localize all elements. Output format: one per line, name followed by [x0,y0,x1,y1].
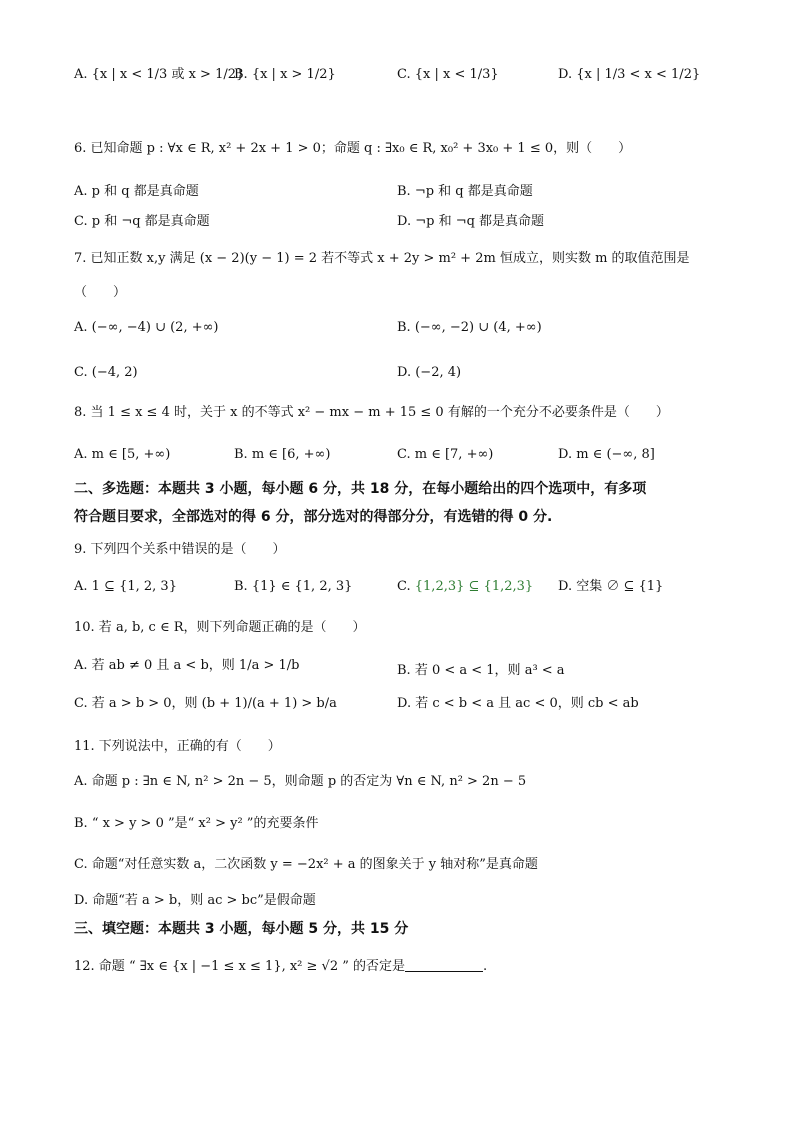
q7-option-c: C. (−4, 2) [74,365,138,380]
q8-option-c: C. m ∈ [7, +∞) [397,447,494,462]
q6-option-b: B. ¬p 和 q 都是真命题 [397,184,533,199]
q9-option-a: A. 1 ⊆ {1, 2, 3} [74,579,177,594]
section-2-heading-cont: 符合题目要求，全部选对的得 6 分，部分选对的得部分分，有选错的得 0 分. [74,509,553,525]
q12 [74,957,487,976]
q11-stem: 11. 下列说法中，正确的有（ ） [74,739,281,754]
q10-option-a: A. 若 ab ≠ 0 且 a < b，则 1/a > 1/b [74,658,300,673]
q11-option-c: C. 命题“对任意实数 a，二次函数 y = −2x² + a 的图象关于 y 轴对称”是真命题 [74,857,538,872]
section-3-heading: 三、填空题：本题共 3 小题，每小题 5 分，共 15 分 [74,921,409,937]
q12-end: . [483,959,488,974]
q5-option-a: A. {x | x < 1/3 或 x > 1/2} [74,67,245,82]
q10-option-d: D. 若 c < b < a 且 ac < 0，则 cb < ab [397,696,639,711]
q8-stem: 8. 当 1 ≤ x ≤ 4 时，关于 x 的不等式 x² − mx − m + 15 ≤ 0 有解的一个充分不必要条件是（ ） [74,405,669,420]
q6-option-c: C. p 和 ¬q 都是真命题 [74,214,210,229]
q7-option-a: A. (−∞, −4) ∪ (2, +∞) [74,320,219,335]
q9-option-b: B. {1} ∈ {1, 2, 3} [234,579,353,594]
q6-option-d: D. ¬p 和 ¬q 都是真命题 [397,214,545,229]
q8-option-d: D. m ∈ (−∞, 8] [558,447,655,462]
q7-stem: 7. 已知正数 x,y 满足 (x − 2)(y − 1) = 2 若不等式 x + 2y > m² + 2m 恒成立，则实数 m 的取值范围是 [74,251,690,266]
q10-option-c: C. 若 a > b > 0，则 (b + 1)/(a + 1) > b/a [74,696,337,711]
q11-option-b: B. “ x > y > 0 ”是“ x² > y² ”的充要条件 [74,816,319,831]
q6-option-a: A. p 和 q 都是真命题 [74,184,199,199]
q9-option-c-expr: {1,2,3} ⊆ {1,2,3} [414,579,534,594]
q5-option-b: B. {x | x > 1/2} [234,67,336,82]
q10-option-b: B. 若 0 < a < 1，则 a³ < a [397,663,565,678]
q9-stem: 9. 下列四个关系中错误的是（ ） [74,542,286,557]
q7-option-d: D. (−2, 4) [397,365,462,380]
q7-option-b: B. (−∞, −2) ∪ (4, +∞) [397,320,542,335]
section-2-heading: 二、多选题：本题共 3 小题，每小题 6 分，共 18 分，在每小题给出的四个选项中，有多项 [74,481,647,497]
q7-paren: （ ） [74,285,127,300]
q9-option-d: D. 空集 ∅ ⊆ {1} [558,579,664,594]
q12-stem: 12. 命题 “ ∃x ∈ {x | −1 ≤ x ≤ 1}, x² ≥ √2 ” 的否定是 [74,959,406,974]
q8-option-a: A. m ∈ [5, +∞) [74,447,171,462]
q10-stem: 10. 若 a, b, c ∈ R，则下列命题正确的是（ ） [74,620,366,635]
q9-option-c-label: C. [397,579,411,594]
q11-option-a: A. 命题 p : ∃n ∈ N, n² > 2n − 5，则命题 p 的否定为 ∀n ∈ N, n² > 2n − 5 [74,774,527,789]
q5-option-d: D. {x | 1/3 < x < 1/2} [558,67,701,82]
q5-option-c: C. {x | x < 1/3} [397,67,499,82]
q12-answer-blank[interactable] [405,957,483,972]
q8-option-b: B. m ∈ [6, +∞) [234,447,331,462]
q6-stem: 6. 已知命题 p : ∀x ∈ R, x² + 2x + 1 > 0；命题 q : ∃x₀ ∈ R, x₀² + 3x₀ + 1 ≤ 0，则（ ） [74,141,632,156]
q11-option-d: D. 命题“若 a > b，则 ac > bc”是假命题 [74,893,316,908]
q9-option-c [397,578,533,596]
